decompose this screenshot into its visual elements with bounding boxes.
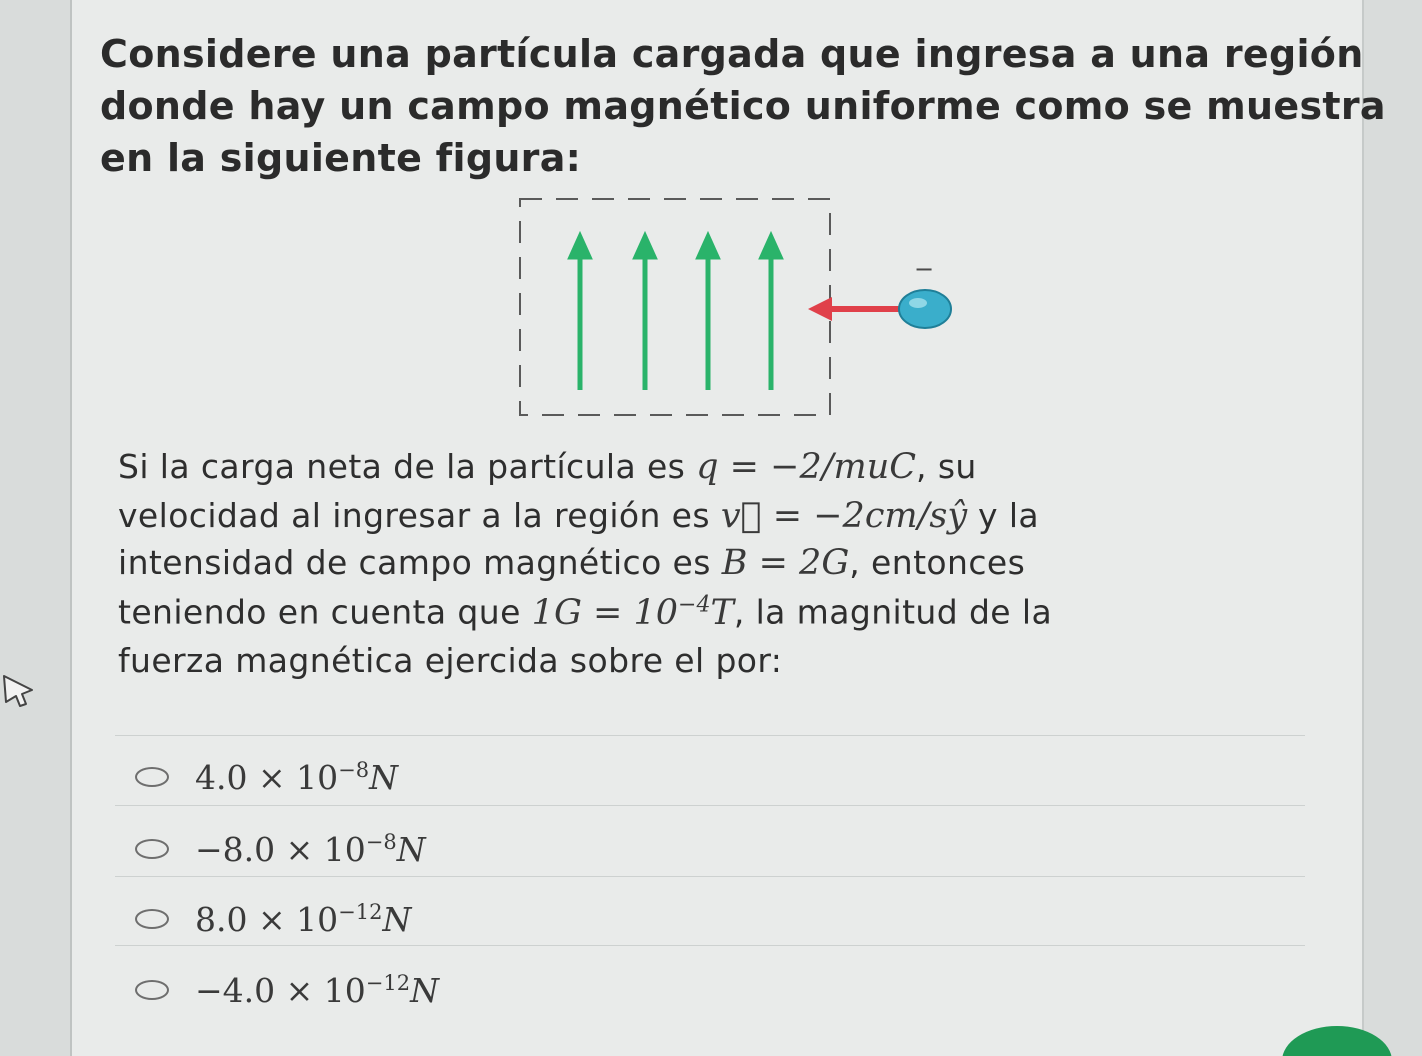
question-intro-line-1: Considere una partícula cargada que ingresa a una región xyxy=(100,32,1364,76)
radio-button[interactable] xyxy=(135,767,169,787)
body-text: intensidad de campo magnético es xyxy=(118,543,722,582)
field-arrowhead xyxy=(699,237,717,257)
question-intro-line-2: donde hay un campo magnético uniforme como se muestra xyxy=(100,84,1386,128)
option-mantissa: −4.0 × 10 xyxy=(195,970,366,1010)
charged-particle xyxy=(899,290,951,328)
option-mantissa: −8.0 × 10 xyxy=(195,829,366,869)
option-mantissa: 8.0 × 10 xyxy=(195,899,339,939)
body-text: y la xyxy=(967,496,1040,535)
answer-option[interactable] xyxy=(135,965,1305,1015)
options-divider xyxy=(115,735,1305,736)
answer-option[interactable] xyxy=(135,824,1305,874)
options-divider xyxy=(115,945,1305,946)
option-unit: N xyxy=(369,757,398,797)
charge-sign-label: − xyxy=(913,255,935,283)
gauss-conversion-expression xyxy=(532,593,734,633)
field-lines xyxy=(571,237,780,390)
velocity-expression: v⃗ = −2cm/sŷ xyxy=(720,496,968,536)
answer-option[interactable] xyxy=(135,894,1305,944)
option-mantissa: 4.0 × 10 xyxy=(195,757,339,797)
option-exponent: −8 xyxy=(338,757,370,782)
conversion-base: 1G = 10 xyxy=(531,592,679,633)
body-text: teniendo en cuenta que xyxy=(118,592,532,632)
option-unit: N xyxy=(410,970,439,1010)
body-text: Si la carga neta de la partícula es xyxy=(118,447,697,486)
particle-highlight xyxy=(909,298,927,308)
radio-button[interactable] xyxy=(135,839,169,859)
field-arrowhead xyxy=(636,237,654,257)
question-body-line-4 xyxy=(118,592,1052,633)
conversion-exponent: −4 xyxy=(678,592,711,617)
option-exponent: −12 xyxy=(365,970,411,995)
option-exponent: −8 xyxy=(365,829,397,854)
answer-option-label xyxy=(195,971,439,1010)
conversion-unit: T xyxy=(710,592,734,633)
charge-expression: q = −2/muC xyxy=(696,447,917,487)
corner-accent xyxy=(1282,1026,1392,1056)
field-arrowhead xyxy=(571,237,589,257)
option-unit: N xyxy=(382,899,412,939)
body-text: , entonces xyxy=(849,543,1026,582)
options-divider xyxy=(115,805,1305,806)
body-text: , su xyxy=(916,447,977,486)
velocity-vector xyxy=(808,297,902,321)
answer-option-label xyxy=(195,900,411,939)
radio-button[interactable] xyxy=(135,980,169,1000)
answer-option-label xyxy=(195,758,398,797)
question-body-line-5: fuerza magnética ejercida sobre el por: xyxy=(118,641,783,680)
option-unit: N xyxy=(396,829,426,869)
question-body-line-1 xyxy=(118,447,977,487)
body-text: velocidad al ingresar a la región es xyxy=(118,496,721,535)
field-arrowhead xyxy=(762,237,780,257)
magnetic-field-figure xyxy=(490,185,970,430)
body-text: , la magnitud de la xyxy=(733,592,1053,632)
radio-button[interactable] xyxy=(135,909,169,929)
field-expression: B = 2G xyxy=(721,543,850,583)
options-divider xyxy=(115,876,1305,877)
answer-option-label xyxy=(195,830,426,869)
answer-option[interactable] xyxy=(135,752,1305,802)
question-body-line-3 xyxy=(118,543,1025,583)
mouse-cursor-icon xyxy=(2,672,38,712)
question-intro-line-3: en la siguiente figura: xyxy=(100,136,582,180)
question-body-line-2 xyxy=(118,496,1039,536)
field-region-boundary xyxy=(520,199,830,415)
option-exponent: −12 xyxy=(338,899,383,924)
